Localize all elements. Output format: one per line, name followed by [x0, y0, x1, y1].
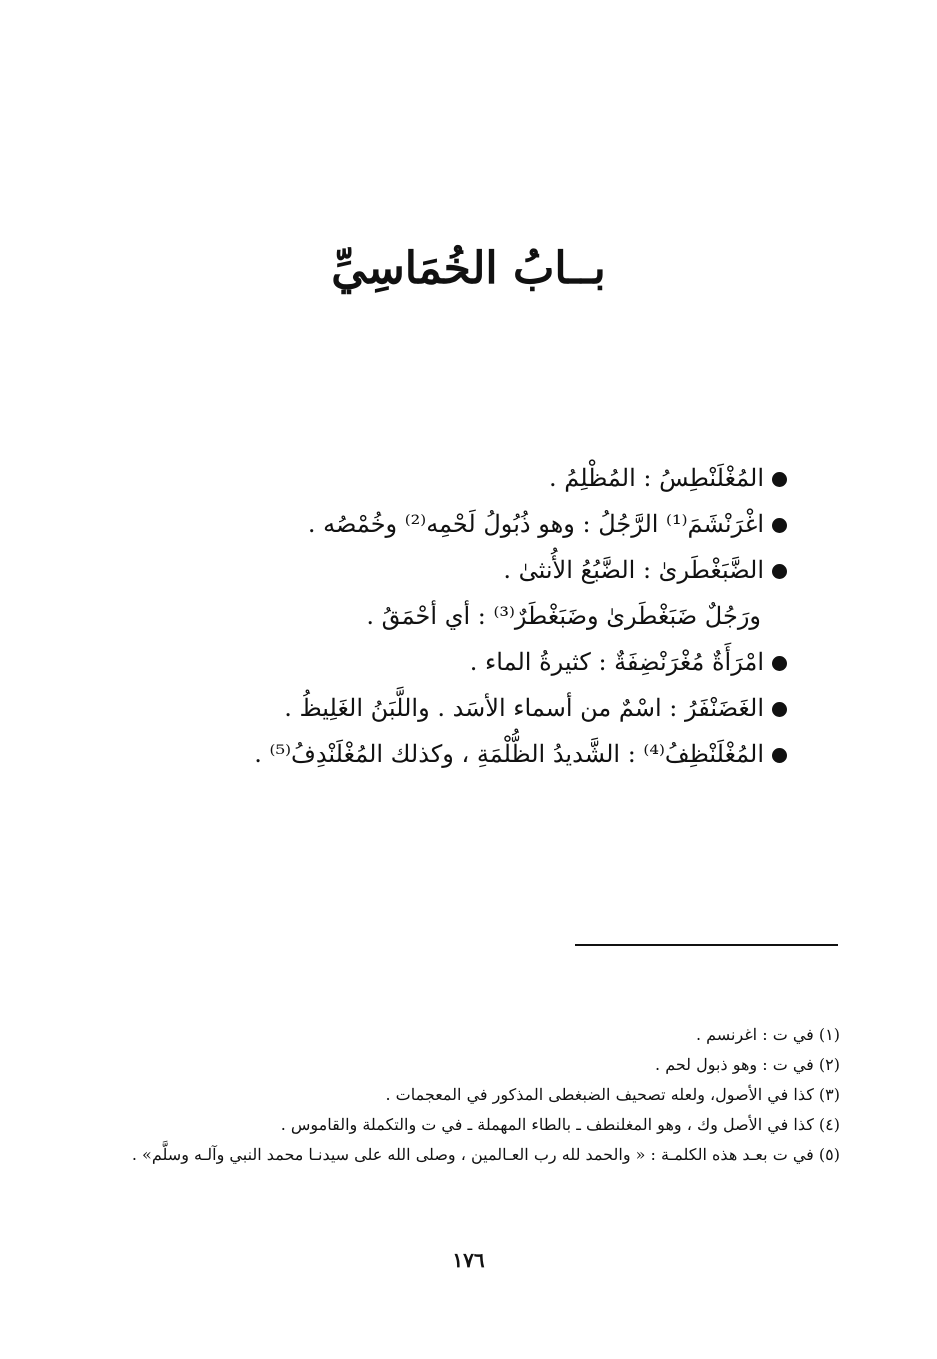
- footnote: (٢) في ت : وهو ذبول لحم .: [655, 1055, 840, 1074]
- bullet-icon: [772, 702, 787, 717]
- entries-list: [227, 455, 787, 777]
- entry-text: اغْرَنْشَمَ⁽¹⁾ الرَّجُلُ : وهو ذُبُولُ لَحْمِه⁽²⁾ وخُمْصُه .: [307, 510, 764, 538]
- bullet-icon: [772, 518, 787, 533]
- bullet-icon: [772, 564, 787, 579]
- entry-text: امْرَأَةٌ مُغْرَنْضِفَةٌ : كثيرةُ الماء .: [469, 648, 764, 676]
- footnote: (٤) كذا في الأصل وك ، وهو المغلنطف ـ بالطاء المهملة ـ في ت والتكملة والقاموس .: [280, 1115, 840, 1134]
- entry-text: الغَضَنْفَرُ : اسْمٌ من أسماء الأسَد . واللَّبَنُ الغَلِيظُ .: [284, 694, 764, 722]
- entry-text: الضَّبَغْطَرىٰ : الضَّبُعُ الأُنثىٰ .: [503, 556, 764, 584]
- bullet-icon: [772, 472, 787, 487]
- entry-line: [227, 731, 787, 777]
- footnote: (١) في ت : اغرنسم .: [695, 1025, 840, 1044]
- footnote-divider: [575, 944, 838, 946]
- entry-line: [227, 501, 787, 547]
- entry-line: [227, 547, 787, 593]
- page-number: ١٧٦: [452, 1248, 485, 1272]
- entry-text: ورَجُلٌ ضَبَغْطَرىٰ وضَبَغْطَرٌ⁽³⁾ : أي أحْمَقُ .: [366, 602, 761, 630]
- page-title: بــابُ الخُمَاسِيِّ: [331, 243, 606, 294]
- footnote: (٣) كذا في الأصول، ولعله تصحيف الضبغطى المذكور في المعجمات .: [385, 1085, 840, 1104]
- entry-line: [227, 593, 787, 639]
- bullet-icon: [772, 656, 787, 671]
- entry-line: [227, 455, 787, 501]
- footnote: (٥) في ت بعـد هذه الكلمـة : « والحمد لله رب العـالمين ، وصلى الله على سيدنـا محمد النبي وآلـه وسلَّم» .: [131, 1145, 840, 1164]
- entry-line: [227, 639, 787, 685]
- bullet-icon: [772, 748, 787, 763]
- entry-line: [227, 685, 787, 731]
- entry-text: المُغْلَنْظِفُ⁽⁴⁾ : الشَّديدُ الظُّلْمَةِ ، وكذلك المُغْلَنْدِفُ⁽⁵⁾ .: [254, 740, 764, 768]
- entry-text: المُغْلَنْطِسُ : المُظْلِمُ .: [549, 464, 764, 492]
- footnotes: [100, 1020, 840, 1168]
